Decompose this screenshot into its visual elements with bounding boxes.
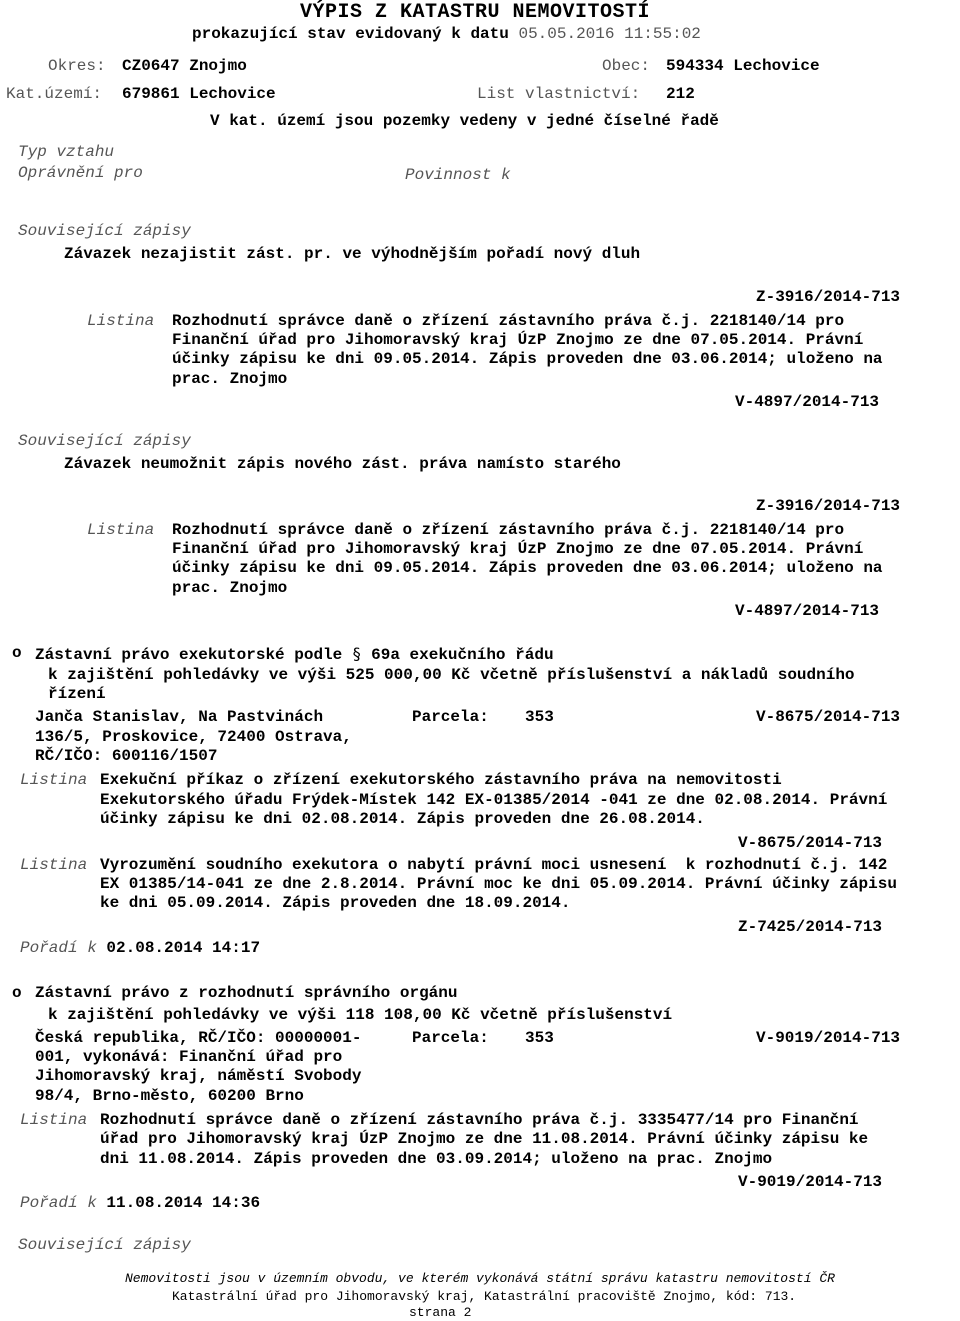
katuzemi-label: Kat.území: — [6, 85, 103, 103]
related-records-label: Související zápisy — [18, 222, 191, 240]
okres-label: Okres: — [48, 57, 106, 75]
listina-line: Finanční úřad pro Jihomoravský kraj ÚzP Znojmo ze dne 07.05.2014. Právní — [172, 540, 864, 558]
record-ref: Z-3916/2014-713 — [756, 497, 901, 515]
okres-value: CZ0647 Znojmo — [122, 57, 247, 75]
listina-line: Vyrozumění soudního exekutora o nabytí právní moci usnesení k rozhodnutí č.j. 142 — [100, 856, 888, 874]
listina-line: účinky zápisu ke dni 09.05.2014. Zápis proveden dne 03.06.2014; uloženo na — [172, 350, 883, 368]
obec-label: Obec: — [602, 57, 651, 75]
listina-line: účinky zápisu ke dni 09.05.2014. Zápis proveden dne 03.06.2014; uloženo na — [172, 559, 883, 577]
party-line: Česká republika, RČ/IČO: 00000001- — [35, 1029, 362, 1047]
parcela-label: Parcela: — [412, 708, 489, 726]
entry-title-a: Zástavní právo exekutorské podle — [35, 646, 343, 664]
list-label: List vlastnictví: — [477, 85, 641, 103]
poradi-value: 02.08.2014 14:17 — [106, 939, 261, 957]
entry-desc: k zajištění pohledávky ve výši 525 000,00 Kč včetně příslušenství a nákladů soudního — [48, 666, 855, 684]
footer-line-2: Katastrální úřad pro Jihomoravský kraj, Katastrální pracoviště Znojmo, kód: 713. — [172, 1289, 797, 1304]
col-typ-vztahu: Typ vztahu — [18, 143, 115, 161]
party-line: RČ/IČO: 600116/1507 — [35, 747, 218, 765]
paragraph-sign-icon: § — [351, 644, 362, 663]
poradi-label: Pořadí k — [20, 1194, 97, 1212]
listina-line: Rozhodnutí správce daně o zřízení zástavního práva č.j. 2218140/14 pro — [172, 312, 845, 330]
cadastre-note: V kat. území jsou pozemky vedeny v jedné číselné řadě — [210, 112, 719, 130]
listina-label: Listina — [87, 521, 155, 539]
subtitle-label: prokazující stav evidovaný k datu — [192, 25, 509, 43]
listina-line: Exekutorského úřadu Frýdek-Místek 142 EX-01385/2014 -041 ze dne 02.08.2014. Právní — [100, 791, 888, 809]
katuzemi-value: 679861 Lechovice — [122, 85, 276, 103]
party-line: 136/5, Proskovice, 72400 Ostrava, — [35, 728, 352, 746]
poradi-label: Pořadí k — [20, 939, 97, 957]
subtitle — [192, 25, 701, 44]
listina-label: Listina — [20, 1111, 88, 1129]
record-ref: V-8675/2014-713 — [756, 708, 901, 726]
entry-title — [35, 644, 554, 665]
col-opravneni-pro: Oprávnění pro — [18, 164, 143, 182]
party-line: Jihomoravský kraj, náměstí Svobody — [35, 1067, 362, 1085]
entry-title: Zástavní právo z rozhodnutí správního orgánu — [35, 984, 458, 1002]
listina-line: prac. Znojmo — [172, 370, 288, 388]
record-ref: V-9019/2014-713 — [738, 1173, 883, 1191]
obligation-text: Závazek neumožnit zápis nového zást. práva namísto starého — [64, 455, 621, 473]
bullet-icon: o — [12, 644, 22, 662]
listina-label: Listina — [20, 856, 88, 874]
parcela-value: 353 — [525, 1029, 554, 1047]
record-ref: Z-7425/2014-713 — [738, 918, 883, 936]
listina-line: účinky zápisu ke dni 02.08.2014. Zápis proveden dne 26.08.2014. — [100, 810, 705, 828]
related-records-label: Související zápisy — [18, 1236, 191, 1254]
listina-line: prac. Znojmo — [172, 579, 288, 597]
listina-line: EX 01385/14-041 ze dne 2.8.2014. Právní moc ke dni 05.09.2014. Právní účinky zápisu — [100, 875, 897, 893]
record-ref: V-8675/2014-713 — [738, 834, 883, 852]
party-line: 98/4, Brno-město, 60200 Brno — [35, 1087, 304, 1105]
listina-line: dni 11.08.2014. Zápis proveden dne 03.09.2014; uloženo na prac. Znojmo — [100, 1150, 773, 1168]
entry-title-b: 69a exekučního řádu — [371, 646, 554, 664]
listina-line: Rozhodnutí správce daně o zřízení zástavního práva č.j. 3335477/14 pro Finanční — [100, 1111, 859, 1129]
record-ref: V-4897/2014-713 — [735, 393, 880, 411]
subtitle-date: 05.05.2016 11:55:02 — [518, 25, 701, 43]
record-ref: Z-3916/2014-713 — [756, 288, 901, 306]
obec-value: 594334 Lechovice — [666, 57, 820, 75]
record-ref: V-9019/2014-713 — [756, 1029, 901, 1047]
listina-line: Rozhodnutí správce daně o zřízení zástavního práva č.j. 2218140/14 pro — [172, 521, 845, 539]
col-povinnost-k: Povinnost k — [405, 166, 511, 184]
poradi — [20, 1194, 260, 1213]
page-number: strana 2 — [409, 1305, 472, 1320]
obligation-text: Závazek nezajistit zást. pr. ve výhodnějším pořadí nový dluh — [64, 245, 641, 263]
parcela-label: Parcela: — [412, 1029, 489, 1047]
entry-desc: k zajištění pohledávky ve výši 118 108,00 Kč včetně příslušenství — [48, 1006, 673, 1024]
listina-line: Exekuční příkaz o zřízení exekutorského zástavního práva na nemovitosti — [100, 771, 782, 789]
footer-line-1: Nemovitosti jsou v územním obvodu, ve kterém vykonává státní správu katastru nemovitostí ČR — [125, 1271, 835, 1286]
party-line: Janča Stanislav, Na Pastvinách — [35, 708, 324, 726]
page-title: VÝPIS Z KATASTRU NEMOVITOSTÍ — [300, 1, 651, 24]
entry-desc: řízení — [48, 685, 106, 703]
listina-line: Finanční úřad pro Jihomoravský kraj ÚzP Znojmo ze dne 07.05.2014. Právní — [172, 331, 864, 349]
related-records-label: Související zápisy — [18, 432, 191, 450]
parcela-value: 353 — [525, 708, 554, 726]
listina-line: úřad pro Jihomoravský kraj ÚzP Znojmo ze dne 11.08.2014. Právní účinky zápisu ke — [100, 1130, 869, 1148]
party-line: 001, vykonává: Finanční úřad pro — [35, 1048, 343, 1066]
listina-line: ke dni 05.09.2014. Zápis proveden dne 18.09.2014. — [100, 894, 571, 912]
record-ref: V-4897/2014-713 — [735, 602, 880, 620]
bullet-icon: o — [12, 984, 22, 1002]
listina-label: Listina — [87, 312, 155, 330]
poradi — [20, 939, 260, 958]
poradi-value: 11.08.2014 14:36 — [106, 1194, 261, 1212]
listina-label: Listina — [20, 771, 88, 789]
list-value: 212 — [666, 85, 695, 103]
